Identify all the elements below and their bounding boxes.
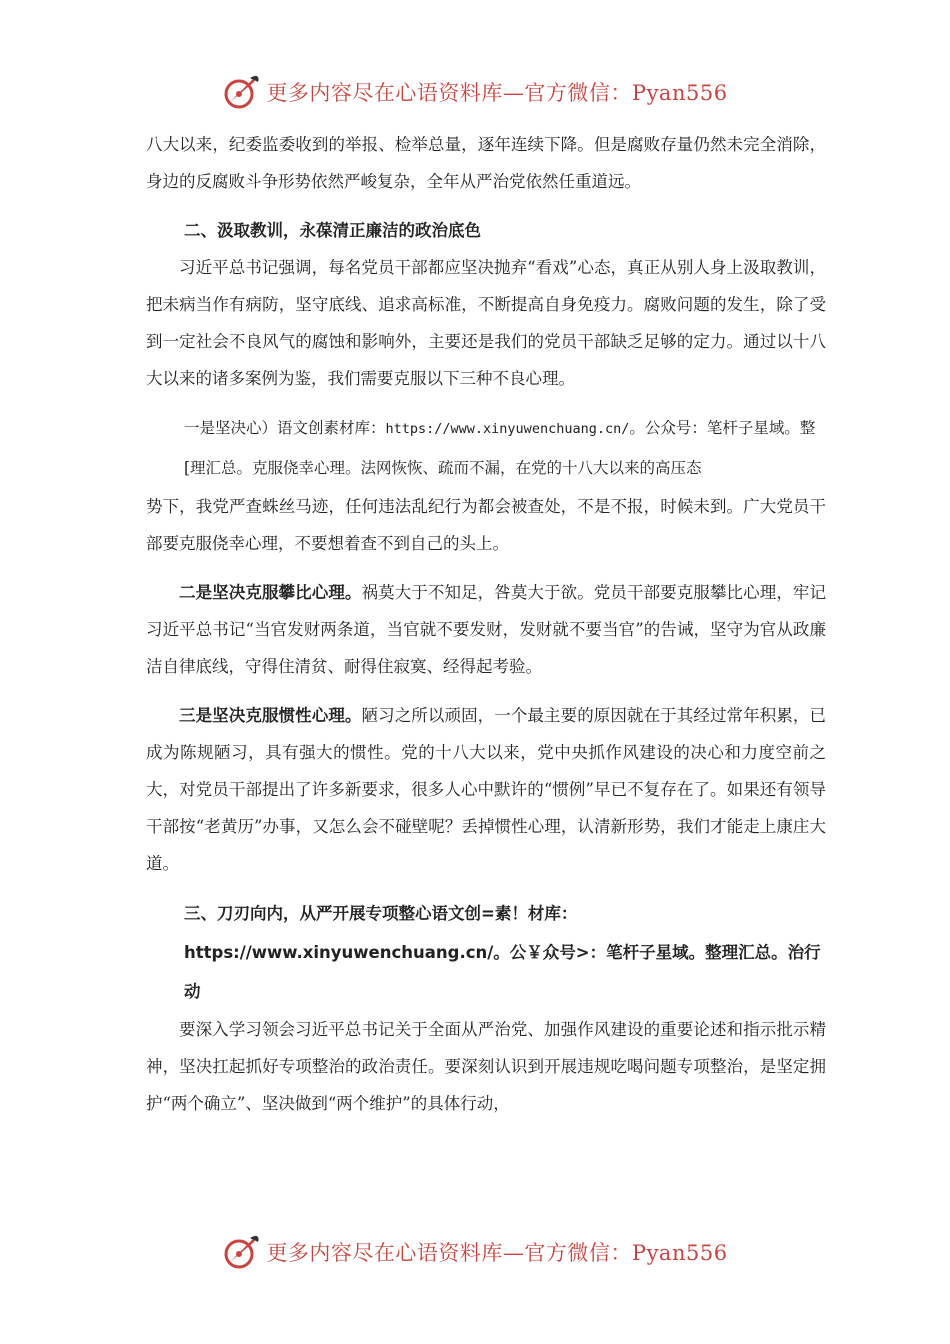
point-2 — [146, 574, 826, 685]
paragraph-1: 八大以来，纪委监委收到的举报、检举总量，逐年连续下降。但是腐败存量仍然未完全消除，身边的反腐败斗争形势依然严峻复杂，全年从严治党依然任重道远。 — [146, 135, 826, 191]
paragraph-3: 势下，我党严查蛛丝马迹，任何违法乱纪行为都会被查处，不是不报，时候未到。广大党员干部要克服侥幸心理，不要想着查不到自己的头上。 — [146, 497, 826, 553]
point-3-text: 陋习之所以顽固，一个最主要的原因就在于其经过常年积累，已成为陈规陋习，具有强大的惯性。党的十八大以来，党中央抓作风建设的决心和力度空前之大，对党员干部提出了许多新要求，很多人心中默许的“惯例”早已不复存在了。如果还有领导干部按“老黄历”办事，又怎么会不碰壁呢？丢掉惯性心理，认清新形势，我们才能走上康庄大道。 — [146, 706, 827, 873]
quill-pen-logo-icon — [222, 72, 262, 112]
point-2-title: 二是坚决克服攀比心理。 — [179, 583, 362, 602]
quote-text-a: 一是坚决心）语文创素材库： — [184, 419, 386, 437]
quoted-insert — [146, 409, 826, 488]
paragraph-4: 要深入学习领会习近平总书记关于全面从严治党、加强作风建设的重要论述和指示批示精神，坚决扛起抓好专项整治的政治责任。要深刻认识到开展违规吃喝问题专项整治，是坚定拥护“两个确立”、坚决做到“两个维护”的具体行动， — [146, 1020, 826, 1113]
header-banner — [0, 70, 950, 114]
document-body — [146, 126, 826, 1122]
banner-text: 更多内容尽在心语资料库—官方微信：Pyan556 — [266, 1241, 728, 1265]
quill-pen-logo-icon — [222, 1232, 262, 1272]
quote-url: https://www.xinyuwenchuang.cn/ — [385, 421, 630, 437]
quote-text-b: 。公众号：笔杆子星域。整[理汇总。克服侥幸心理。法网恢恢、疏而不漏，在党的十八大以来的高压态 — [184, 419, 816, 477]
paragraph-2: 习近平总书记强调，每名党员干部都应坚决抛弃“看戏”心态，真正从别人身上汲取教训，把未病当作有病防，坚守底线、追求高标准，不断提高自身免疫力。腐败问题的发生，除了受到一定社会不良风气的腐蚀和影响外，主要还是我们的党员干部缺乏足够的定力。通过以十八大以来的诸多案例为鉴，我们需要克服以下三种不良心理。 — [146, 258, 826, 388]
point-3-title: 三是坚决克服惯性心理。 — [179, 706, 362, 725]
section-heading-2: 二、汲取教训，永葆清正廉洁的政治底色 — [184, 221, 481, 240]
footer-banner — [0, 1230, 950, 1274]
point-2-text: 祸莫大于不知足，咎莫大于欲。党员干部要克服攀比心理，牢记习近平总书记“当官发财两条道，当官就不要发财，发财就不要当官”的告诫，坚守为官从政廉洁自律底线，守得住清贫、耐得住寂寞、经得起考验。 — [146, 583, 827, 676]
banner-text: 更多内容尽在心语资料库—官方微信：Pyan556 — [266, 81, 728, 105]
point-3 — [146, 697, 826, 882]
section-heading-3: 三、刀刃向内，从严开展专项整心语文创=素！材库：https://www.xinyuwenchuang.cn/。公￥众号>：笔杆子星域。整理汇总。治行动 — [184, 904, 821, 1001]
